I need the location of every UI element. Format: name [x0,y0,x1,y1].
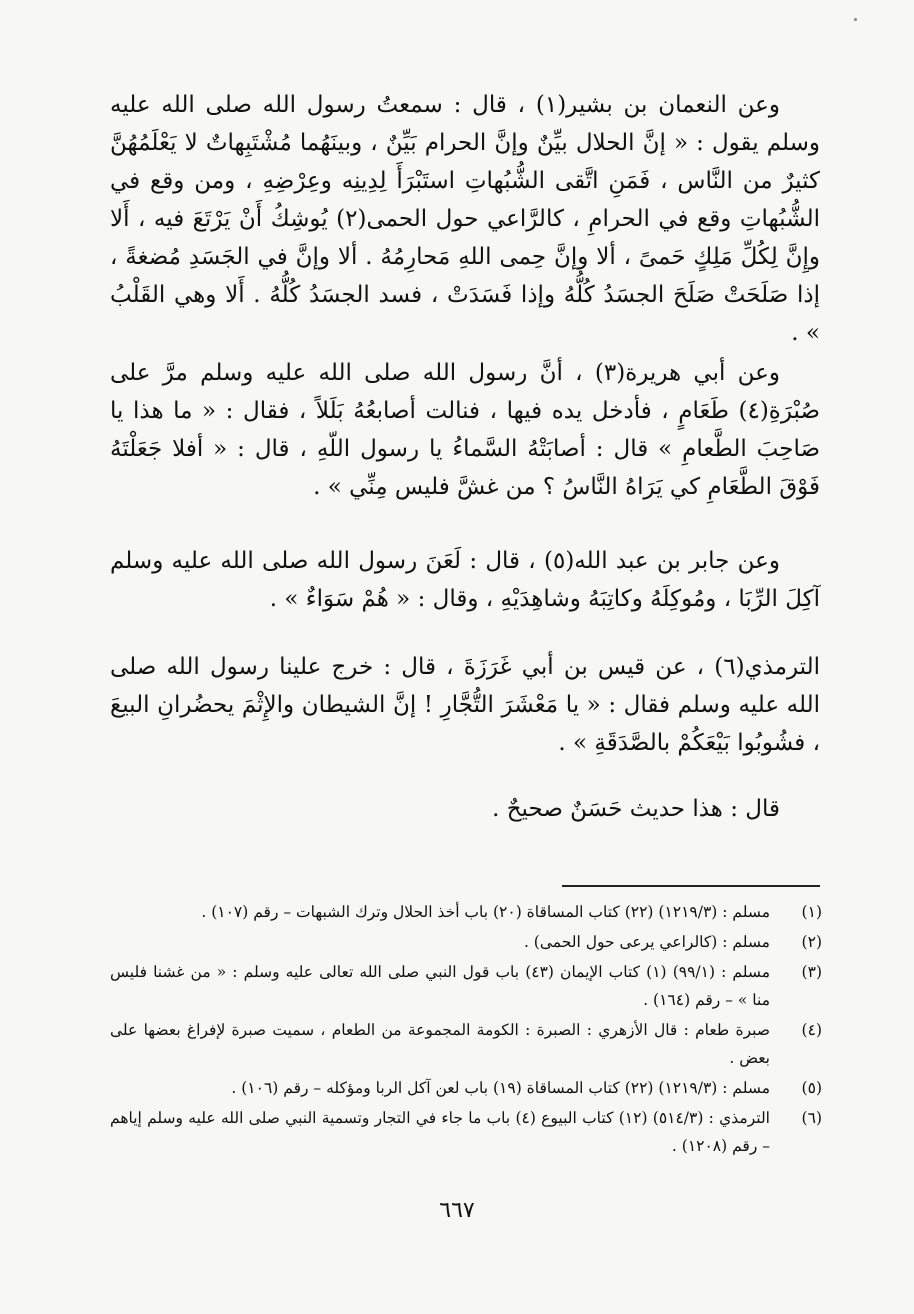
footnote-number: (٤) [801,1021,822,1039]
paragraph-nuaman [110,86,820,352]
page-number: ٦٦٧ [439,1198,475,1223]
footnote [110,1104,822,1160]
footnote-number: (١) [801,903,822,921]
footnote-text: مسلم : (١٢١٩/٣) (٢٢) كتاب المساقاة (١٩) باب لعن آكل الربا ومؤكله – رقم (١٠٦) . [231,1079,770,1097]
footnote-text: صبرة طعام : قال الأزهري : الصبرة : الكومة المجموعة من الطعام ، سميت صبرة لإفراغ بعضها على بعض . [110,1021,770,1067]
footnote [110,928,822,956]
paragraph-tirmidhi [110,648,820,762]
paragraph-text: وعن جابر بن عبد الله(٥) ، قال : لَعَنَ رسول الله صلى الله عليه وسلم آكِلَ الرِّبَا ، ومُوكِلَهُ وكاتِبَهُ وشاهِدَيْهِ ، وقال : « هُمْ سَوَاءٌ » . [110,548,820,612]
footnote [110,898,822,926]
paragraph-text: الترمذي(٦) ، عن قيس بن أبي غَرَزَةَ ، قال : خرج علينا رسول الله صلى الله عليه وسلم فقال : « يا مَعْشَرَ التُّجَّارِ ! إنَّ الشيطان والإِثْمَ يحضُرانِ البيعَ ، فشُوبُوا بَيْعَكُمْ بالصَّدَقَةِ » . [110,654,820,756]
footnote-number: (٦) [801,1109,822,1127]
paragraph-abu-hurayra [110,354,820,506]
footnote-number: (٢) [801,933,822,951]
footnote-number: (٣) [801,963,822,981]
paragraph-text: قال : هذا حديث حَسَنٌ صحيحٌ . [492,796,780,822]
footnote [110,1016,822,1072]
footnotes [110,898,822,1162]
footnote [110,958,822,1014]
paragraph-text: وعن النعمان بن بشير(١) ، قال : سمعتُ رسول الله صلى الله عليه وسلم يقول : « إنَّ الحلال بيِّنٌ وإنَّ الحرام بَيِّنٌ ، وبينَهُما مُشْتَبِهاتٌ لا يَعْلَمُهُنَّ كثيرٌ من النَّاس ، فَمَنِ اتَّقى الشُّبُهاتِ استَبْرَأَ لِدِينِه وعِرْضِهِ ، ومن وقع في الشُّبُهاتِ وقع في الحرامِ ، كالرَّاعي حول الحمى(٢) يُوشِكُ أَنْ يَرْتَعَ فيه ، أَلا وإِنَّ لِكُلِّ مَلِكٍ حَمىً ، ألا وإنَّ حِمى اللهِ مَحارِمُهُ . ألا وإنَّ في الجَسَدِ مُضغةً ، إذا صَلَحَتْ صَلَحَ الجسَدُ كُلُّهُ وإذا فَسَدَتْ ، فسد الجسَدُ كُلُّهُ . أَلا وهي القَلْبُ » . [110,92,820,346]
footnote-text: مسلم : (٩٩/١) (١) كتاب الإيمان (٤٣) باب قول النبي صلى الله تعالى عليه وسلم : « من غشنا فليس منا » – رقم (١٦٤) . [110,963,771,1009]
footnote-text: مسلم : (١٢١٩/٣) (٢٢) كتاب المساقاة (٢٠) باب أخذ الحلال وترك الشبهات – رقم (١٠٧) . [201,903,770,921]
paragraph-text: وعن أبي هريرة(٣) ، أنَّ رسول الله صلى الله عليه وسلم مرَّ على صُبْرَةِ(٤) طَعَامٍ ، فأدخل يده فيها ، فنالت أصابعُهُ بَلَلاً ، فقال : « ما هذا يا صَاحِبَ الطَّعامِ » قال : أصابَتْهُ السَّماءُ يا رسول اللّهِ ، قال : « أفلا جَعَلْتَهُ فَوْقَ الطَّعَامِ كي يَرَاهُ النَّاسُ ؟ من غشَّ فليس مِنِّي » . [110,360,820,500]
paragraph-jabir [110,542,820,618]
paragraph-verdict [110,790,820,828]
footnote [110,1074,822,1102]
scan-speck [854,18,857,21]
footnote-text: مسلم : (كالراعي يرعى حول الحمى) . [523,933,770,951]
footnote-text: الترمذي : (٥١٤/٣) (١٢) كتاب البيوع (٤) باب ما جاء في التجار وتسمية النبي صلى الله عليه وسلم إياهم – رقم (١٢٠٨) . [110,1109,770,1155]
footnote-number: (٥) [801,1079,822,1097]
footnote-separator [562,885,820,887]
